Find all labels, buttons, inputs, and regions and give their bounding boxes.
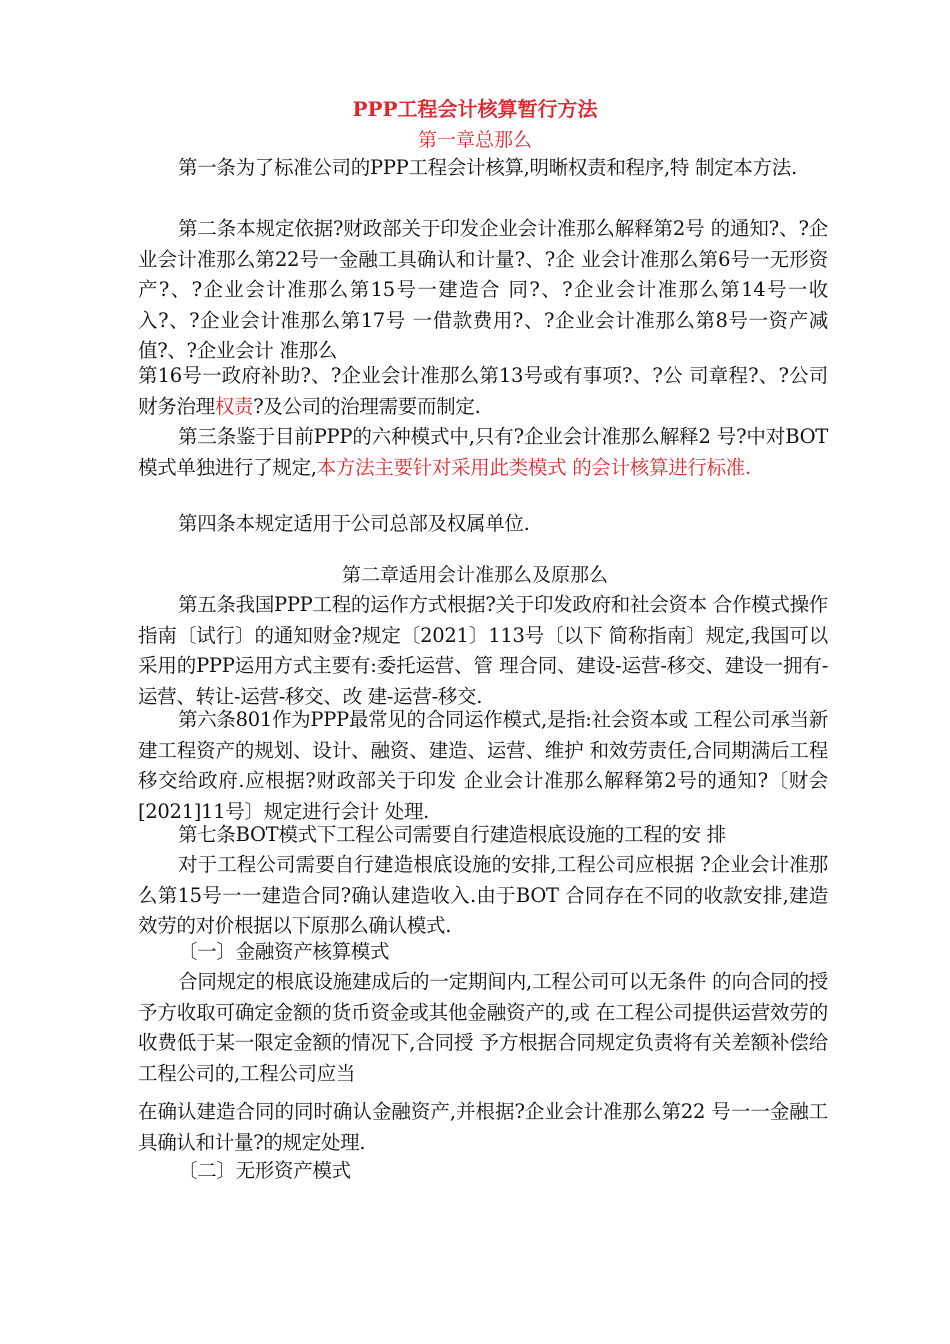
- article-3: [138, 422, 828, 483]
- article-1: 第一条为了标准公司的PPP工程会计核算,明晰权责和程序,特 制定本方法.: [178, 156, 797, 179]
- article-2-text: 第16号一政府补助?、?企业会计准那么第13号或有事项?、?公 司章程?、?公司财务治理: [138, 364, 828, 418]
- article-5: 第五条我国PPP工程的运作方式根据?关于印发政府和社会资本 合作模式操作指南〔试行〕的通知财金?规定〔2021〕113号〔以下 简称指南〕规定,我国可以采用的PPP运用方式主要有:委托运营、管 理合同、建设-运营-移交、建设一拥有-运营、转让-运营-移交、改 建-运营-移交.: [138, 593, 828, 708]
- document-title: PPP工程会计核算暂行方法: [352, 97, 598, 121]
- article-2-highlight: 权责: [214, 394, 254, 418]
- section-1-body: 合同规定的根底设施建成后的一定期间内,工程公司可以无条件 的向合同的授予方收取可确定金额的货币资金或其他金融资产的,或 在工程公司提供运营效劳的收费低于某一限定金额的情况下,合同授 予方根据合同规定负责将有关差额补偿给工程公司的,工程公司应当: [138, 970, 828, 1085]
- article-7: 第七条BOT模式下工程公司需要自行建造根底设施的工程的安 排: [178, 823, 726, 846]
- article-7-body: 对于工程公司需要自行建造根底设施的安排,工程公司应根据 ?企业会计准那么第15号一一建造合同?确认建造收入.由于BOT 合同存在不同的收款安排,建造效劳的对价根据以下原那么确认模式.: [138, 853, 828, 937]
- article-3-highlight: 本方法主要针对采用此类模式 的会计核算进行标准.: [316, 455, 751, 479]
- chapter-1-heading: 第一章总那么: [417, 129, 532, 151]
- section-2-heading: 〔二〕无形资产模式: [178, 1159, 351, 1182]
- chapter-2-heading: 第二章适用会计准那么及原那么: [341, 564, 608, 586]
- article-6: 第六条801作为PPP最常见的合同运作模式,是指:社会资本或 工程公司承当新建工程资产的规划、设计、融资、建造、运营、维护 和效劳责任,合同期满后工程移交给政府.应根据?财政部关于印发 企业会计准那么解释第2号的通知?〔财会[2021]11号〕规定进行会计 处理.: [138, 708, 828, 823]
- continued-paragraph: 在确认建造合同的同时确认金融资产,并根据?企业会计准那么第22 号一一金融工具确认和计量?的规定处理.: [138, 1100, 828, 1154]
- section-1-heading: 〔一〕金融资产核算模式: [178, 940, 390, 963]
- article-2-tail: ?及公司的治理需要而制定.: [253, 394, 481, 418]
- article-2-continued: [138, 361, 828, 422]
- article-3-text: 第三条鉴于目前PPP的六种模式中,只有?企业会计准那么解释2 号?中对BOT模式单独进行了规定,: [138, 425, 828, 479]
- article-4: 第四条本规定适用于公司总部及权属单位.: [178, 512, 530, 535]
- article-2: 第二条本规定依据?财政部关于印发企业会计准那么解释第2号 的通知?、?企业会计准那么第22号一金融工具确认和计量?、?企 业会计准那么第6号一无形资产?、?企业会计准那么第15号一建造合 同?、?企业会计准那么第14号一收入?、?企业会计准那么第17号 一借款费用?、?企业会计准那么第8号一资产减值?、?企业会计 准那么: [138, 217, 828, 362]
